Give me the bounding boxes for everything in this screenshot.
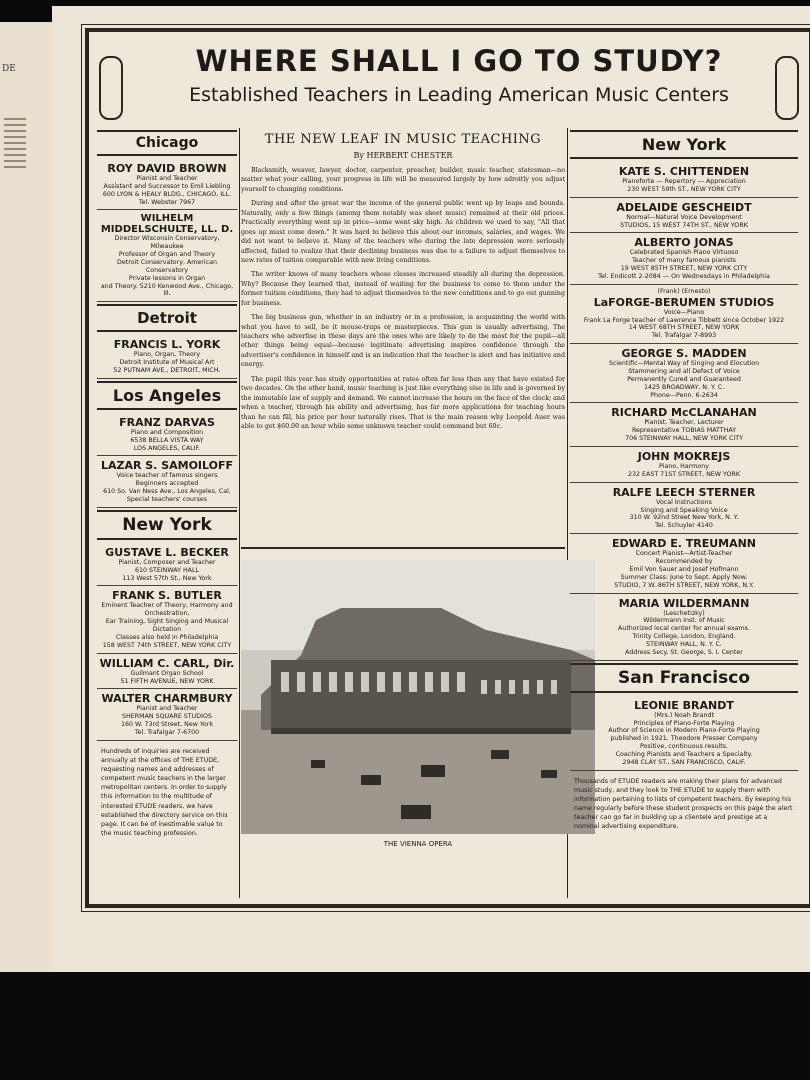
teacher-listing: FRANCIS L. YORK Piano, Organ, Theory Detroit Institute of Musical Art 52 PUTNAM AVE., DETROIT, MICH. [97, 335, 237, 379]
dark-background [0, 972, 810, 1080]
teacher-listing: MARIA WILDERMANN (Leschetizky) Wildermann Inst. of Music Authorized local center for annual exams. Trinity College, London, England. STEINWAY HALL, N. Y. C. Address Secy. St. George, S. I. Center [570, 594, 798, 661]
page-subtitle: Established Teachers in Leading American Music Centers [189, 84, 729, 106]
teacher-listing: GEORGE S. MADDEN Scientific—Mental Way of Singing and Elocution Stammering and all Defect of Voice Permanently Cured and Guaranteed 1425 BROADWAY, N. Y. C. Phone—Penn. 6-2634 [570, 344, 798, 403]
column-divider [239, 128, 240, 898]
city-heading-los-angeles: Los Angeles [97, 381, 237, 410]
teacher-listing: EDWARD E. TREUMANN Concert Pianist—Artist-Teacher Recommended by Emil Von Sauer and Josef Hofmann Summer Class: June to Sept. Apply Now. STUDIO, 7 W. 86TH STREET, NEW YORK, N.Y. [570, 534, 798, 593]
teacher-listing: FRANK S. BUTLER Eminent Teacher of Theory, Harmony and Orchestration, Ear Training, Sight Singing and Musical Dictation Classes also held in Philadelphia 158 WEST 74th STREET, NEW YORK CITY [97, 586, 237, 653]
directory-note: Hundreds of inquiries are received annually at the offices of THE ETUDE, requesting names and addresses of competent music teachers in the larger metropolitan centers. In order to supply this information to the multitude of interested ETUDE readers, we have established the directory service on this page. It can be of inestimable value to the music teaching profession. [101, 747, 228, 837]
article-paragraph: The writer knows of many teachers whose classes increased steadily all during the depression. Why? Because they learned that, instead of waiting for the business to come to them under the former tuition conditions, they had to adjust themselves to the new conditions and to go out gunning for business. [241, 271, 565, 307]
city-heading-new-york: New York [570, 130, 798, 159]
teacher-listing: GUSTAVE L. BECKER Pianist, Composer and Teacher 610 STEINWAY HALL 113 West 57th St., New York [97, 543, 237, 587]
article-paragraph: The pupil this year has study opportunities at rates often far less than any that have existed for two decades. On the other hand, music teaching is just like everything else in life and is governed by the immutable law of supply and demand. We cannot increase the hours on the face of the clock; and when a teacher, through his ability and advertising, has far more applications for teaching hours than he can fill, his price per hour naturally rises. That is the main reason why Leopold Auer was able to get $60.00 an hour while some unknown teacher could command but 60c. [241, 375, 565, 430]
article-paragraph: During and after the great war the income of the general public went up by leaps and bounds. Naturally, only a few things (among them notably was sheet music) remained at their old prices. Practically everything went up in price—some went sky high. As children we used to say, "All that goes up must come down." It was hard to believe this about our incomes, salaries, and wages. We did not want to believe it. Many of the teachers who during the late depression were seriously affected, failed to realize that their declining business was due to a failure to adjust themselves to new rates of tuition comparable with new living conditions. [241, 200, 565, 264]
article-rule [241, 547, 565, 549]
left-ornament-icon [99, 56, 123, 120]
teacher-listing: JOHN MOKREJS Piano, Harmony 232 EAST 71ST STREET, NEW YORK [570, 447, 798, 483]
ornamental-border [85, 28, 810, 908]
article [241, 132, 565, 436]
photo-caption: THE VIENNA OPERA [383, 840, 453, 848]
teacher-listing: (Frank) (Ernesto) LaFORGE-BERUMEN STUDIOS Voice—Piano Frank La Forge teacher of Lawrence Tibbett since October 1922 14 WEST 68TH STREET, NEW YORK Tel. Trafalgar 7-8993 [570, 285, 798, 344]
article-paragraph: Blacksmith, weaver, lawyer, doctor, carpenter, preacher, builder, music teacher, statesman—no matter what your calling, your progress in life will be measured largely by how adroitly you adjust yourself to changing conditions. [241, 167, 565, 193]
magazine-page [52, 6, 810, 972]
article-paragraph: The big business gun, whether in an industry or in a profession, is acquainting the world with what you have to sell, be it mouse-traps or masterpieces. This gun is usually advertising. The teachers who advertise in these days are the ones who are likely to do the most for the pupil—all other things being equal—because legitimate advertising inspires confidence through the advertiser's confidence in himself and is an indication that the teacher is alert and has initiative and energy. [241, 314, 565, 369]
city-heading-san-francisco: San Francisco [570, 663, 798, 693]
teacher-listing: ALBERTO JONAS Celebrated Spanish Piano Virtuoso Teacher of many famous pianists 19 WEST 85TH STREET, NEW YORK CITY Tel. Endicott 2-2084 — On Wednesdays in Philadelphia [570, 233, 798, 284]
teacher-listing: RICHARD McCLANAHAN Pianist, Teacher, Lecturer Representative TOBIAS MATTHAY 706 STEINWAY HALL, NEW YORK CITY [570, 403, 798, 447]
teacher-listing: LAZAR S. SAMOILOFF Voice teacher of famous singers Beginners accepted 610 So. Van Ness Ave., Los Angeles, Cal. Special teachers' courses [97, 456, 237, 507]
right-directory [570, 128, 798, 837]
article-title: THE NEW LEAF IN MUSIC TEACHING [264, 132, 542, 147]
city-heading-new-york: New York [97, 510, 237, 540]
teacher-listing: WALTER CHARMBURY Pianist and Teacher SHERMAN SQUARE STUDIOS 160 W. 73rd Street, New York Tel. Trafalgar 7-6700 [97, 689, 237, 740]
previous-page-fragment: DE [2, 64, 16, 74]
teacher-listing: FRANZ DARVAS Piano and Composition 6538 BELLA VISTA WAY LOS ANGELES, CALIF. [97, 413, 237, 457]
teacher-listing: ROY DAVID BROWN Pianist and Teacher Assistant and Successor to Emil Liebling 600 LYON & HEALY BLDG., CHICAGO, ILL. Tel. Webster 7967 [97, 159, 237, 210]
teacher-listing: WILLIAM C. CARL, Dir. Guilmant Organ School 51 FIFTH AVENUE, NEW YORK [97, 654, 237, 690]
directory-note: Thousands of ETUDE readers are making their plans for advanced music study, and they look to THE ETUDE to supply them with information pertaining to lists of competent teachers. By keeping his name regularly before these student prospects on this page the alert teacher can go far in building up a clientele and prestige at a nominal advertising expenditure. [574, 777, 793, 831]
previous-page-edge [0, 22, 54, 972]
right-ornament-icon [775, 56, 799, 120]
city-heading-chicago: Chicago [97, 130, 237, 156]
page-title: WHERE SHALL I GO TO STUDY? [195, 44, 723, 78]
previous-page-text-lines [4, 114, 26, 172]
teacher-listing: LEONIE BRANDT (Mrs.) Noah Brandt Principles of Piano-Forte Playing Author of Science in Modern Piano-Forte Playing published in 1921. Theodore Presser Company Positive, continuous results. Coaching Pianists and Teachers a Specialty. 2948 CLAY ST., SAN FRANCISCO, CALIF. [570, 696, 798, 771]
teacher-listing: WILHELM MIDDELSCHULTE, LL. D. Director Wisconsin Conservatory, Milwaukee Professor of Organ and Theory Detroit Conservatory, American Conservatory Private lessons in Organ and Theory. 5210 Kenwood Ave., Chicago, Ill. [97, 210, 237, 302]
teacher-listing: ADELAIDE GESCHEIDT Normal—Natural Voice Development STUDIOS, 15 WEST 74TH ST., NEW YORK [570, 198, 798, 234]
teacher-listing: RALFE LEECH STERNER Vocal Instructions Singing and Speaking Voice 310 W. 92nd Street New York, N. Y. Tel. Schuyler 4140 [570, 483, 798, 534]
vienna-opera-photo [241, 560, 595, 834]
left-directory [97, 128, 237, 844]
article-byline: By HERBERT CHESTER [353, 151, 453, 160]
teacher-listing: KATE S. CHITTENDEN Pianoforte — Repertory — Appreciation 230 WEST 59th ST., NEW YORK CITY [570, 162, 798, 198]
city-heading-detroit: Detroit [97, 304, 237, 332]
